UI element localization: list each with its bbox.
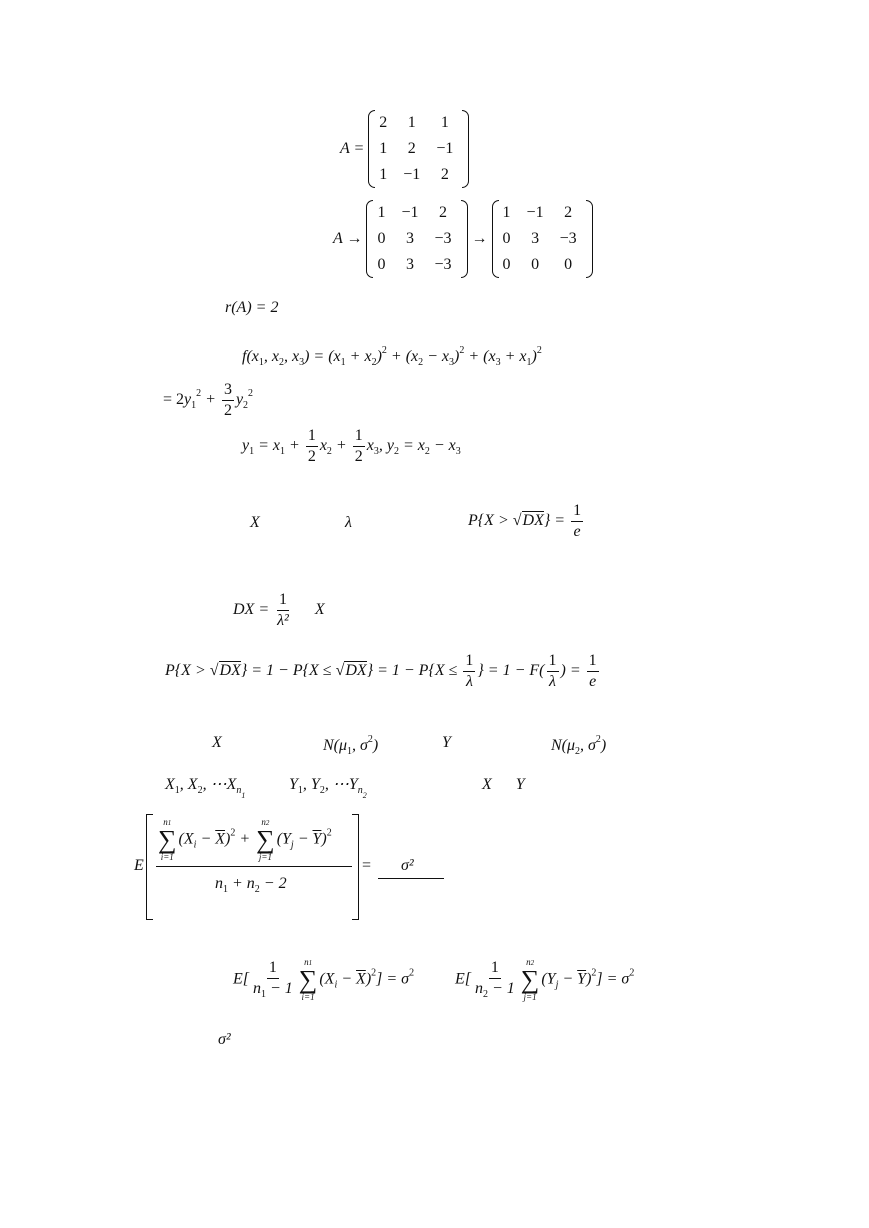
matrix-step2-row: [500, 252, 585, 278]
sample-y: $Y_1$, $Y_2$, $\cdots Y_{n_2}$: [289, 776, 367, 800]
matrix-a-cell: 1: [379, 166, 388, 183]
exp-x: X: [250, 514, 260, 531]
substitution: $y_1 = x_1$ + $\frac{1}{2}$ $x_2$ + $\frac{1}{2}$ $x_3$, $y_2 = x_2 - x_3$: [242, 427, 461, 465]
matrix-a-cell: 1: [440, 114, 449, 131]
matrix-step1-cell: 3: [406, 256, 414, 273]
matrix-step1-row: [374, 226, 459, 252]
unbiased-x: E[ $\frac{1}{n_1 - 1}$ n1 ∑ i=1 $(X_i - \overline{X})^2] = \sigma^2$: [233, 957, 415, 1002]
canonical-form: = $2y_1^2$ + $\frac{3}{2}$ $y_2^2$: [163, 381, 254, 419]
normal-x: X: [212, 734, 222, 751]
matrix-a-cell: −1: [436, 140, 454, 157]
matrix-step2-cell: −3: [559, 230, 577, 247]
row-reduction: [333, 200, 593, 278]
expectation-answer: σ²: [401, 857, 414, 874]
matrix-a: [368, 110, 469, 188]
sample-x: $X_1$, $X_2$, $\cdots X_{n_1}$: [165, 776, 246, 800]
quadratic-form: $f(x_1$, $x_2$, $x_3) = (x_1 + x_2)^2 + (x_2 - x_3)^2 + (x_3 + x_1)^2$: [242, 345, 542, 368]
matrix-step1-cell: −3: [434, 256, 452, 273]
prob-derivation: P{X > √DX} = 1 − P{X ≤ √DX} = 1 − P{X ≤ $\frac{1}{\lambda}$ } = 1 − F( $\frac{1}{\lambda}$ ) = $\frac{1}{e}$: [165, 652, 597, 690]
matrix-step1-row: [374, 200, 459, 226]
matrix-a-cell: 1: [379, 140, 388, 157]
matrix-a-row: [376, 162, 461, 188]
big-bracket-right: [352, 814, 359, 920]
matrix-step2-cell: 3: [531, 230, 540, 247]
matrix-step1-row: [374, 252, 459, 278]
matrix-step2-row: [500, 226, 585, 252]
sample-labels: X Y: [482, 776, 525, 793]
matrix-step2-cell: 0: [564, 256, 573, 273]
matrix-step2-cell: 0: [502, 230, 511, 247]
final-sigma: σ²: [218, 1031, 231, 1048]
matrix-step1-cell: 2: [439, 204, 448, 221]
matrix-a-cell: 2: [379, 114, 388, 131]
matrix-step1-cell: −3: [434, 230, 452, 247]
reduction-label: A →: [333, 230, 363, 247]
matrix-step1-cell: 0: [377, 230, 386, 247]
matrix-step1-cell: 1: [377, 204, 386, 221]
expectation-e: E: [134, 857, 144, 874]
big-bracket-left: [146, 814, 153, 920]
expectation-fraction-bar: [156, 866, 352, 867]
reduction-arrow: →: [471, 230, 488, 247]
rank-statement: r(A) = 2: [225, 299, 279, 316]
expectation-equals: =: [362, 857, 372, 874]
matrix-a-equation: [340, 110, 469, 188]
expectation-numerator: n1 ∑ i=1 $(X_i - \overline{X})^2$ + n2 ∑ j=1 $(Y_j - \overline{Y})^2$: [158, 817, 332, 862]
matrix-step2-cell: 1: [502, 204, 511, 221]
matrix-step1-cell: 0: [377, 256, 386, 273]
matrix-step2: [492, 200, 593, 278]
normal-y: Y: [442, 734, 451, 751]
matrix-a-cell: −1: [403, 166, 421, 183]
matrix-step2-row: [500, 200, 585, 226]
variance-statement: DX = $\frac{1}{\text{λ²}}$ X: [233, 591, 325, 629]
matrix-step2-cell: 0: [531, 256, 540, 273]
answer-underline: [378, 878, 444, 879]
matrix-a-label: A =: [340, 140, 365, 157]
matrix-step1: [366, 200, 467, 278]
exp-lambda: λ: [345, 514, 352, 531]
matrix-a-cell: 2: [440, 166, 449, 183]
matrix-a-cell: 2: [407, 140, 416, 157]
matrix-step2-cell: 2: [564, 204, 573, 221]
matrix-step2-cell: 0: [502, 256, 511, 273]
matrix-step1-cell: 3: [406, 230, 414, 247]
matrix-a-row: [376, 110, 461, 136]
normal-dist-2: $N(\mu_2$, $\sigma^2$): [551, 734, 607, 757]
matrix-step1-cell: −1: [401, 204, 419, 221]
expectation-denominator: $n_1 + n_2 - 2$: [215, 875, 287, 895]
unbiased-y: E[ $\frac{1}{n_2 - 1}$ n2 ∑ j=1 $(Y_j - \overline{Y})^2] = \sigma^2$: [455, 957, 635, 1002]
fraction-three-halves: $\frac{3}{2}$: [223, 381, 232, 419]
matrix-step2-cell: −1: [526, 204, 544, 221]
matrix-a-cell: 1: [407, 114, 416, 131]
normal-dist-1: $N(\mu_1$, $\sigma^2$): [323, 734, 379, 757]
matrix-a-row: [376, 136, 461, 162]
prob-target: P{X > √DX} = $\frac{1}{e}$: [468, 502, 582, 540]
